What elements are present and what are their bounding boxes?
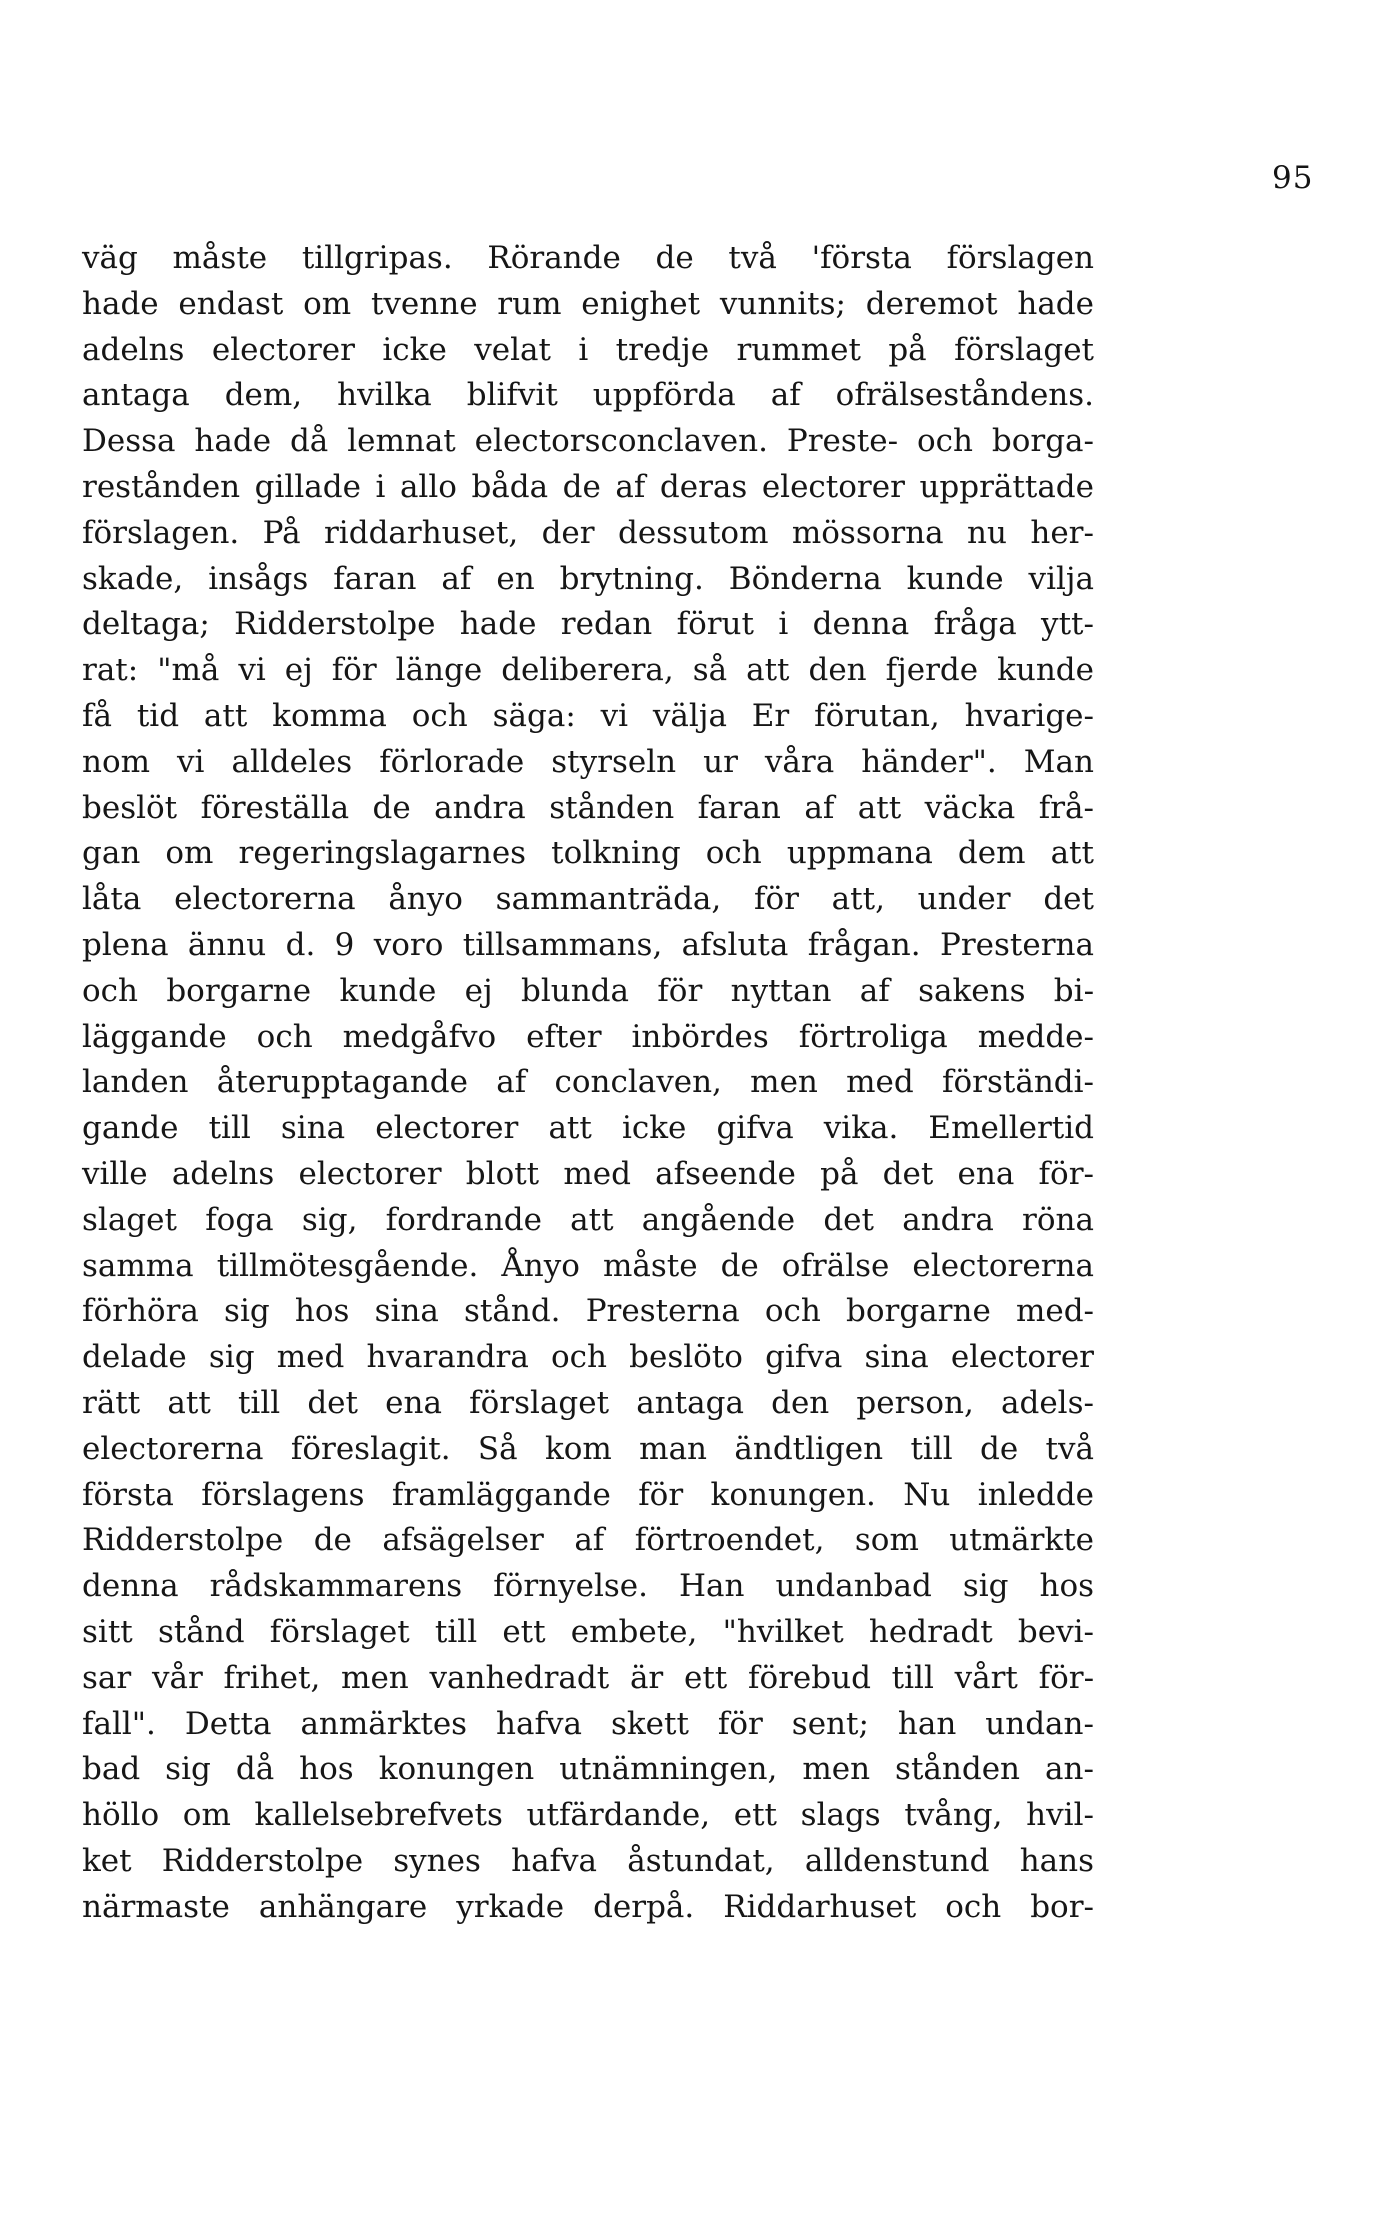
text-line: väg måste tillgripas. Rörande de två 'första förslagen xyxy=(82,240,1095,276)
text-line: Dessa hade då lemnat electorsconclaven. Preste- och borga- xyxy=(82,423,1094,460)
text-line: läggande och medgåfvo efter inbördes förtroliga medde- xyxy=(82,1018,1094,1055)
text-line: denna rådskammarens förnyelse. Han undanbad sig hos xyxy=(82,1568,1095,1605)
text-line: förslagen. På riddarhuset, der dessutom mössorna nu her- xyxy=(82,514,1094,551)
text-line: närmaste anhängare yrkade derpå. Riddarhuset och bor- xyxy=(82,1888,1095,1925)
text-line: sitt stånd förslaget till ett embete, "hvilket hedradt bevi- xyxy=(82,1613,1094,1650)
text-line: deltaga; Ridderstolpe hade redan förut i denna fråga ytt- xyxy=(82,606,1094,643)
text-line: antaga dem, hvilka blifvit uppförda af ofrälseståndens. xyxy=(82,377,1095,414)
text-line: rätt att till det ena förslaget antaga den person, adels- xyxy=(82,1384,1094,1421)
text-line: Ridderstolpe de afsägelser af förtroendet, som utmärkte xyxy=(82,1522,1095,1559)
text-line: adelns electorer icke velat i tredje rummet på förslaget xyxy=(82,331,1094,368)
text-line: landen återupptagande af conclaven, men med förständi- xyxy=(82,1064,1095,1101)
text-line: beslöt föreställa de andra stånden faran af att väcka frå- xyxy=(82,789,1094,826)
text-line: första förslagens framläggande för konungen. Nu inledde xyxy=(82,1476,1094,1513)
page-number: 95 xyxy=(1272,160,1314,196)
text-line: höllo om kallelsebrefvets utfärdande, ett slags tvång, hvil- xyxy=(82,1797,1094,1834)
text-line: fall". Detta anmärktes hafva skett för sent; han undan- xyxy=(82,1705,1094,1742)
text-line: samma tillmötesgående. Ånyo måste de ofrälse electorerna xyxy=(82,1247,1094,1284)
text-line: hade endast om tvenne rum enighet vunnits; deremot hade xyxy=(82,285,1094,322)
text-line: restånden gillade i allo båda de af deras electorer upprättade xyxy=(82,468,1094,505)
text-line: rat: "må vi ej för länge deliberera, så att den fjerde kunde xyxy=(82,652,1094,689)
text-line: och borgarne kunde ej blunda för nyttan af sakens bi- xyxy=(82,972,1095,1009)
text-line: bad sig då hos konungen utnämningen, men stånden an- xyxy=(82,1751,1094,1788)
text-line: slaget foga sig, fordrande att angående det andra röna xyxy=(82,1201,1094,1238)
body-text xyxy=(82,236,1094,1930)
text-line: låta electorerna ånyo sammanträda, för att, under det xyxy=(82,881,1094,918)
text-line: ket Ridderstolpe synes hafva åstundat, alldenstund hans xyxy=(82,1842,1095,1879)
text-line: skade, insågs faran af en brytning. Bönderna kunde vilja xyxy=(82,560,1094,597)
text-line: electorerna föreslagit. Så kom man ändtligen till de två xyxy=(82,1430,1095,1467)
text-line: sar vår frihet, men vanhedradt är ett förebud till vårt för- xyxy=(82,1659,1095,1696)
text-line: få tid att komma och säga: vi välja Er förutan, hvarige- xyxy=(82,697,1094,734)
text-line: plena ännu d. 9 voro tillsammans, afsluta frågan. Presterna xyxy=(82,926,1094,963)
text-line: gande till sina electorer att icke gifva vika. Emellertid xyxy=(82,1110,1095,1147)
text-line: nom vi alldeles förlorade styrseln ur våra händer". Man xyxy=(82,743,1094,780)
text-line: ville adelns electorer blott med afseende på det ena för- xyxy=(82,1155,1094,1192)
text-line: delade sig med hvarandra och beslöto gifva sina electorer xyxy=(82,1339,1094,1376)
text-line: förhöra sig hos sina stånd. Presterna och borgarne med- xyxy=(82,1293,1095,1330)
text-line: gan om regeringslagarnes tolkning och uppmana dem att xyxy=(82,835,1094,872)
